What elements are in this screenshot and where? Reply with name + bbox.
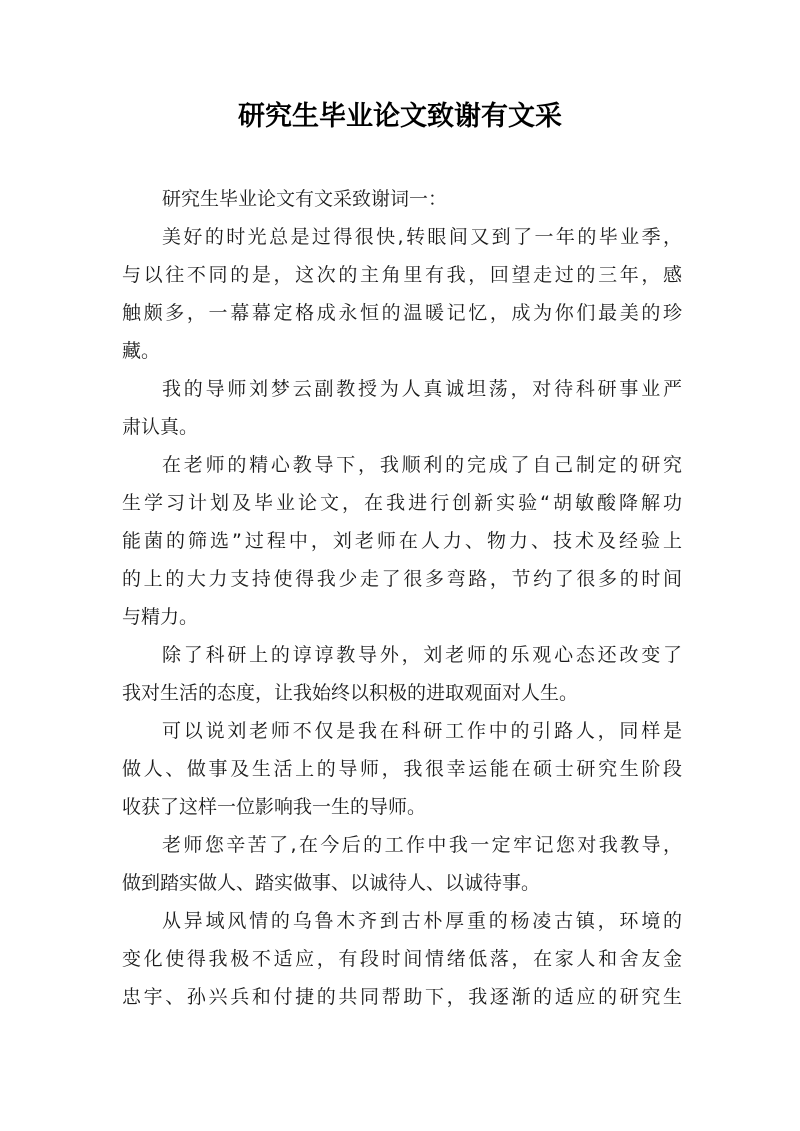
paragraph-line: 生学习计划及毕业论文，在我进行创新实验“胡敏酸降解功: [122, 492, 682, 514]
paragraph-line: 除了科研上的谆谆教导外，刘老师的乐观心态还改变了: [162, 644, 682, 666]
paragraph-line: 变化使得我极不适应，有段时间情绪低落，在家人和舍友金: [122, 948, 682, 970]
paragraph-line: 我的导师刘梦云副教授为人真诚坦荡，对待科研事业严: [162, 378, 682, 400]
paragraph-line: 收获了这样一位影响我一生的导师。: [122, 796, 427, 818]
paragraph-line: 能菌的筛选”过程中，刘老师在人力、物力、技术及经验上: [122, 530, 682, 552]
paragraph: [122, 636, 682, 712]
paragraph-line: 的上的大力支持使得我少走了很多弯路，节约了很多的时间: [122, 568, 682, 590]
paragraph: [122, 370, 682, 446]
paragraph: [122, 902, 682, 1016]
paragraph-line: 肃认真。: [122, 416, 199, 438]
paragraph-line: 我对生活的态度，让我始终以积极的进取观面对人生。: [122, 682, 579, 704]
paragraph-line: 老师您辛苦了,在今后的工作中我一定牢记您对我教导，: [162, 834, 682, 856]
document-body: [122, 180, 682, 1016]
paragraph-line: 研究生毕业论文有文采致谢词一：: [162, 188, 448, 210]
paragraph: [122, 446, 682, 636]
paragraph-line: 忠宇、孙兴兵和付捷的共同帮助下，我逐渐的适应的研究生: [122, 986, 682, 1008]
paragraph: [122, 826, 682, 902]
document-title: 研究生毕业论文致谢有文采: [238, 101, 562, 132]
paragraph-line: 做到踏实做人、踏实做事、以诚待人、以诚待事。: [122, 872, 541, 894]
paragraph-line: 触颇多，一幕幕定格成永恒的温暖记忆，成为你们最美的珍: [122, 302, 682, 324]
paragraph: [122, 712, 682, 826]
paragraph-line: 美好的时光总是过得很快,转眼间又到了一年的毕业季，: [162, 226, 682, 248]
paragraph-line: 与精力。: [122, 606, 199, 628]
paragraph-line: 可以说刘老师不仅是我在科研工作中的引路人，同样是: [162, 720, 682, 742]
paragraph: [122, 180, 682, 218]
paragraph-line: 与以往不同的是，这次的主角里有我，回望走过的三年，感: [122, 264, 682, 286]
paragraph-line: 在老师的精心教导下，我顺利的完成了自己制定的研究: [162, 454, 682, 476]
paragraph-line: 做人、做事及生活上的导师，我很幸运能在硕士研究生阶段: [122, 758, 682, 780]
paragraph-line: 藏。: [122, 340, 161, 362]
paragraph-line: 从异域风情的乌鲁木齐到古朴厚重的杨凌古镇，环境的: [162, 910, 682, 932]
paragraph: [122, 218, 682, 370]
